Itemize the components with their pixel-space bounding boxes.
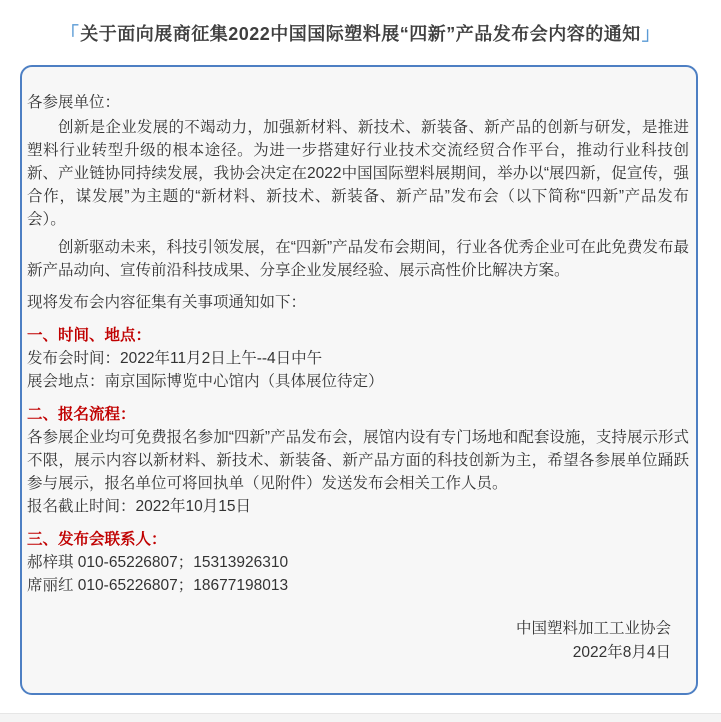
body-paragraph-2: 创新驱动未来，科技引领发展，在“四新”产品发布会期间，行业各优秀企业可在此免费发布最新产品动向、宣传前沿科技成果、分享企业发展经验、展示高性价比解决方案。: [27, 239, 689, 279]
page-title-text: 关于面向展商征集2022中国国际塑料展“四新”产品发布会内容的通知: [80, 24, 641, 44]
signature-date: 2022年8月4日: [572, 644, 671, 661]
section-registration: [27, 403, 689, 518]
section-line: 展会地点：南京国际博览中心馆内（具体展位待定）: [27, 373, 384, 390]
salutation: 各参展单位：: [27, 94, 121, 111]
footer-strip: [0, 713, 721, 722]
title-bracket-close-icon: 」: [641, 24, 661, 44]
title-bracket-open-icon: 「: [60, 24, 80, 44]
intro-line: 现将发布会内容征集有关事项通知如下：: [27, 294, 307, 311]
section-line: 发布会时间：2022年11月2日上午--4日中午: [27, 350, 323, 367]
page-title: [0, 0, 721, 46]
section-heading: 二、报名流程：: [27, 406, 136, 423]
section-time-location: [27, 324, 689, 393]
section-line: 各参展企业均可免费报名参加“四新”产品发布会，展馆内设有专门场地和配套设施，支持展示形式不限，展示内容以新材料、新技术、新装备、新产品方面的科技创新为主，希望各参展单位踊跃参与展示，报名单位可将回执单（见附件）发送发布会相关工作人员。: [27, 429, 689, 492]
body-paragraph-1: 创新是企业发展的不竭动力，加强新材料、新技术、新装备、新产品的创新与研发，是推进塑料行业转型升级的根本途径。为进一步搭建好行业技术交流经贸合作平台，推动行业科技创新、产业链协同持续发展，我协会决定在2022中国国际塑料展期间，举办以“展四新，促宣传，强合作，谋发展”为主题的“新材料、新技术、新装备、新产品”发布会（以下简称“四新”产品发布会）。: [27, 119, 689, 228]
contact-line: 席丽红 010-65226807；18677198013: [27, 577, 289, 594]
notice-card: [20, 65, 698, 695]
signature-block: [27, 617, 689, 665]
contact-line: 郝梓琪 010-65226807；15313926310: [27, 554, 289, 571]
section-contacts: [27, 528, 689, 597]
section-heading: 一、时间、地点：: [27, 327, 152, 344]
signature-org: 中国塑料加工工业协会: [515, 620, 671, 637]
section-line: 报名截止时间：2022年10月15日: [27, 498, 251, 515]
section-heading: 三、发布会联系人：: [27, 531, 167, 548]
